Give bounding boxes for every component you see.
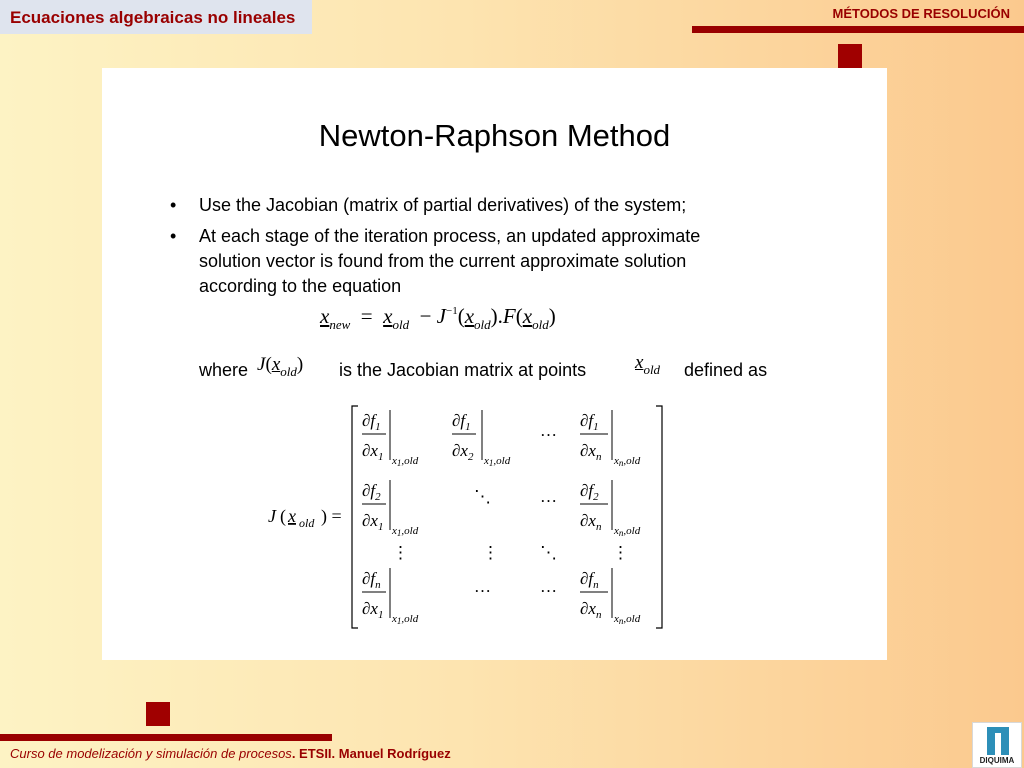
where-prefix: where: [199, 360, 249, 380]
slide-content: [102, 68, 887, 660]
newton-update-equation: $x_{new} = x_{old} - J^{-1}(x_{old}).F(x_{old})$: [320, 304, 556, 332]
where-sentence: [199, 352, 768, 386]
svg-text:∂xn: $\partial x_n$: [580, 441, 602, 463]
top-rule: [692, 26, 1024, 33]
section-title: MÉTODOS DE RESOLUCIÓN: [832, 6, 1010, 21]
footer: [10, 746, 451, 761]
svg-text:) =: ) =: [321, 506, 342, 526]
decor-square-top: [838, 44, 862, 68]
svg-text:⋱: ⋱: [540, 543, 557, 562]
topic-tab: [0, 0, 312, 34]
diquima-logo: [972, 722, 1022, 768]
svg-text:(: (: [280, 506, 286, 526]
bullet-text: Use the Jacobian (matrix of partial derivatives) of the system;: [199, 195, 687, 215]
slide-title: Newton-Raphson Method: [318, 118, 671, 153]
svg-text:old: old: [299, 516, 315, 530]
footer-institution: . ETSII. Manuel Rodríguez: [291, 746, 451, 761]
svg-text:∂fn: $\partial f_n$: [580, 569, 599, 591]
svg-text:∂x1: $\partial x_1$: [362, 441, 384, 463]
decor-square-bottom: [146, 702, 170, 726]
svg-text:xn,old: xn,old: [614, 525, 641, 538]
svg-text:⋮: ⋮: [482, 543, 499, 562]
bullet-dot-2: •: [170, 226, 177, 246]
svg-text:∂f1: $\partial f_1$: [452, 411, 471, 433]
svg-text:J: J: [268, 506, 276, 526]
svg-text:⋮: ⋮: [392, 543, 409, 562]
svg-text:∂x2: $\partial x_2$: [452, 441, 474, 463]
svg-text:…: …: [474, 577, 491, 596]
svg-text:x: x: [288, 506, 296, 526]
jacobian-matrix: [252, 398, 692, 634]
where-middle: is the Jacobian matrix at points: [339, 360, 587, 380]
logo-mark-icon: [987, 727, 1009, 755]
bottom-rule: [0, 734, 332, 741]
svg-text:⋱: ⋱: [474, 487, 491, 506]
svg-text:…: …: [540, 487, 557, 506]
bullet-dot: •: [170, 195, 177, 215]
svg-text:x1,old: x1,old: [392, 525, 419, 538]
footer-course: Curso de modelización y simulación de procesos: [10, 746, 292, 761]
jacobian-symbol: $J(x_{old})$: [257, 354, 304, 379]
svg-text:∂f2: $\partial f_2$: [362, 481, 381, 503]
svg-text:∂x1: $\partial x_1$: [362, 599, 384, 621]
bullet-text-line-3: according to the equation: [199, 276, 402, 296]
svg-text:∂f1: $\partial f_1$: [362, 411, 381, 433]
svg-text:x1,old: x1,old: [392, 613, 419, 626]
bullet-text-line-2: solution vector is found from the current approximate solution: [199, 251, 687, 271]
svg-text:…: …: [540, 421, 557, 440]
logo-text: DIQUIMA: [979, 756, 1015, 765]
svg-text:∂fn: $\partial f_n$: [362, 569, 381, 591]
svg-text:∂f2: $\partial f_2$: [580, 481, 599, 503]
svg-text:x1,old: x1,old: [392, 455, 419, 468]
svg-text:∂f1: $\partial f_1$: [580, 411, 599, 433]
svg-text:xn,old: xn,old: [614, 613, 641, 626]
svg-text:⋮: ⋮: [612, 543, 629, 562]
svg-text:∂xn: $\partial x_n$: [580, 511, 602, 533]
svg-text:∂x1: $\partial x_1$: [362, 511, 384, 533]
where-suffix: defined as: [684, 360, 768, 380]
svg-text:xn,old: xn,old: [614, 455, 641, 468]
svg-text:∂xn: $\partial x_n$: [580, 599, 602, 621]
svg-text:…: …: [540, 577, 557, 596]
svg-text:x1,old: x1,old: [484, 455, 511, 468]
x-old-symbol: $x_{old}$: [635, 352, 661, 377]
topic-title: Ecuaciones algebraicas no lineales: [10, 8, 296, 27]
bullet-text-line-1: At each stage of the iteration process, an updated approximate: [199, 226, 701, 246]
